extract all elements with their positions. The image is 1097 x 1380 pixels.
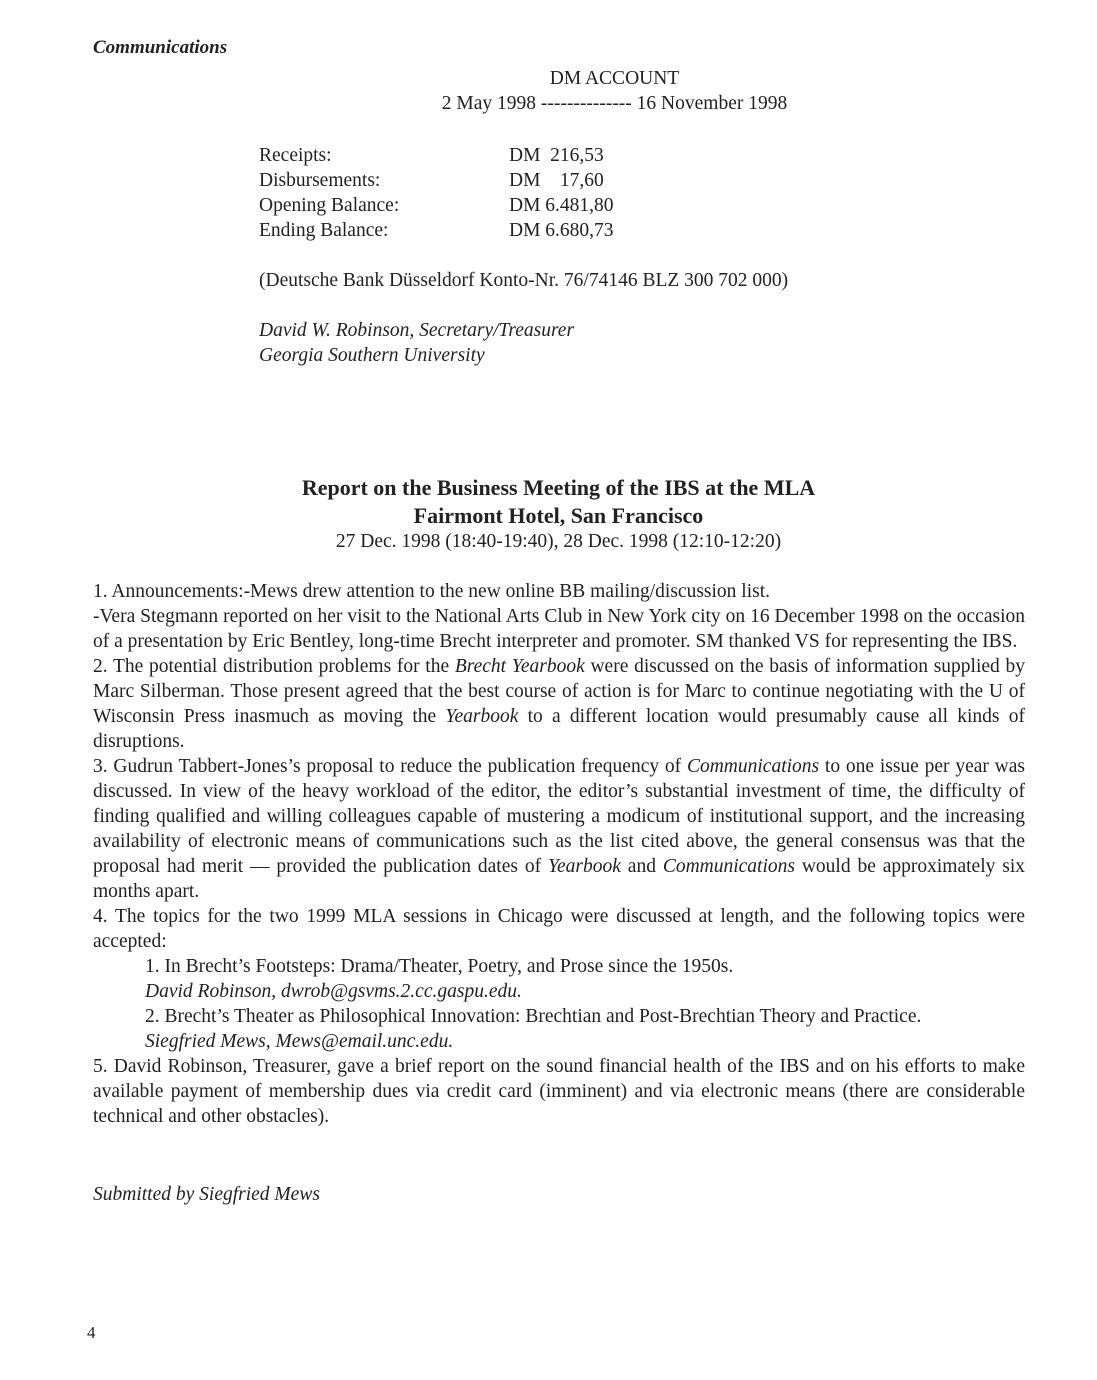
ledger-value: DM 6.680,73 (509, 220, 614, 241)
item-mla-topics: 4. The topics for the two 1999 MLA sessions in Chicago were discussed at length, and the following topics were accepted: (93, 906, 1025, 952)
title-run: Brecht Yearbook (454, 656, 585, 677)
ledger-row-opening-balance (259, 193, 614, 218)
ledger-row-ending-balance (259, 218, 614, 243)
item-publication-frequency (93, 754, 1025, 904)
topic-1: 1. In Brecht’s Footsteps: Drama/Theater, Poetry, and Prose since the 1950s. (145, 956, 734, 977)
ledger-value: DM 216,53 (509, 145, 604, 166)
item-treasurer-report: 5. David Robinson, Treasurer, gave a brief report on the sound financial health of the IBS and on his efforts to make available payment of membership dues via credit card (imminent) and via electronic means (there are considerable technical and other obstacles). (93, 1056, 1025, 1127)
ledger-row-receipts (259, 143, 614, 168)
account-date-range: 2 May 1998 -------------- 16 November 1998 (441, 93, 788, 114)
topic-2: 2. Brecht’s Theater as Philosophical Innovation: Brechtian and Post-Brechtian Theory and Practice. (145, 1006, 922, 1027)
ledger-value: DM 17,60 (509, 170, 604, 191)
title-run: Yearbook (547, 856, 621, 877)
topic-2-contact: Siegfried Mews, Mews@email.unc.edu. (145, 1031, 454, 1052)
item-announcements-detail: -Vera Stegmann reported on her visit to the National Arts Club in New York city on 16 December 1998 on the occasion of a presentation by Eric Bentley, long-time Brecht interpreter and promoter. SM thanked VS for representing the IBS. (93, 606, 1025, 652)
report-venue: Fairmont Hotel, San Francisco (413, 503, 704, 528)
account-title: DM ACCOUNT (549, 68, 680, 89)
item-announcements: 1. Announcements:-Mews drew attention to the new online BB mailing/discussion list. (93, 581, 771, 602)
text-run: 2. The potential distribution problems for the (93, 656, 455, 677)
page-number: 4 (87, 1323, 96, 1342)
title-run: Communications (662, 856, 795, 877)
ledger-label: Disbursements: (259, 170, 381, 191)
text-run: and (620, 856, 663, 877)
item-yearbook-distribution (93, 654, 1025, 754)
bank-details: (Deutsche Bank Düsseldorf Konto-Nr. 76/74146 BLZ 300 702 000) (259, 270, 789, 291)
treasurer-signature (259, 318, 574, 368)
ledger-label: Opening Balance: (259, 195, 400, 216)
ledger-label: Ending Balance: (259, 220, 389, 241)
report-title: Report on the Business Meeting of the IBS at the MLA (301, 475, 816, 500)
text-run: to one issue per year was discussed. In view of the heavy workload of the editor, the editor’s substantial investment of time, the difficulty of finding qualified and willing colleagues capable of mustering a modicum of institutional support, and the increasing availability of electronic means of communications such as the list cited above, the general consensus was that the proposal had merit — provided the publication dates of (93, 756, 1026, 877)
ledger-row-disbursements (259, 168, 614, 193)
submitted-by: Submitted by Siegfried Mews (93, 1184, 320, 1205)
text-run: to a different location would presumably cause all kinds of disruptions. (93, 706, 1025, 752)
signer-affiliation: Georgia Southern University (259, 345, 485, 366)
report-body (93, 579, 1025, 1129)
account-ledger (259, 143, 614, 243)
text-run: would be approximately six months apart. (93, 856, 1025, 902)
ledger-value: DM 6.481,80 (509, 195, 614, 216)
report-dates: 27 Dec. 1998 (18:40-19:40), 28 Dec. 1998 (12:10-12:20) (335, 531, 782, 552)
text-run: were discussed on the basis of information supplied by Marc Silberman. Those present agreed that the best course of action is for Marc to continue negotiating with the U of Wisconsin Press inasmuch as moving the (93, 656, 1025, 727)
ledger-label: Receipts: (259, 145, 332, 166)
signer-name: David W. Robinson, Secretary/Treasurer (259, 320, 575, 341)
title-run: Yearbook (445, 706, 519, 727)
topic-1-contact: David Robinson, dwrob@gsvms.2.cc.gaspu.edu. (145, 981, 522, 1002)
running-head: Communications (93, 37, 228, 58)
text-run: 3. Gudrun Tabbert-Jones’s proposal to reduce the publication frequency of (93, 756, 687, 777)
title-run: Communications (686, 756, 820, 777)
